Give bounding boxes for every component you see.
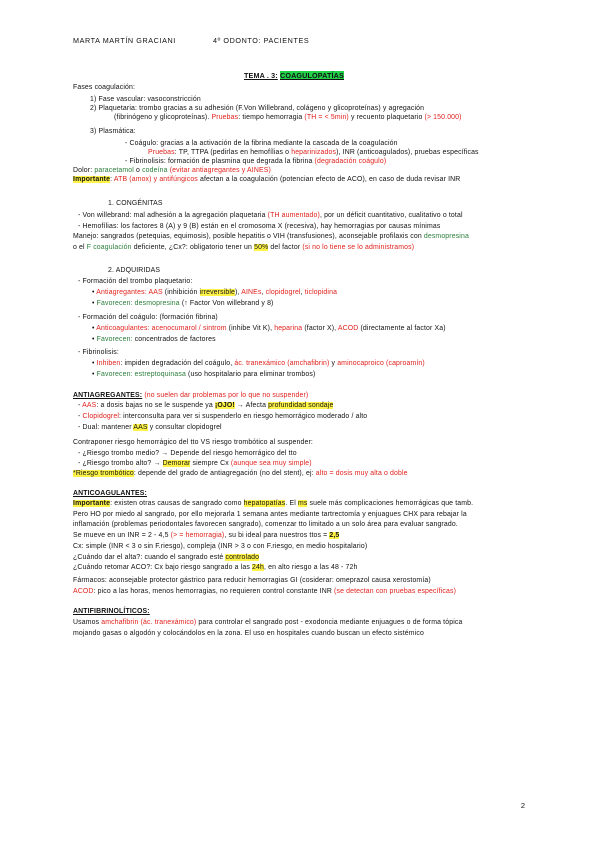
text-line	[73, 438, 313, 447]
text-run: : TP, TTPA (pedirlas en hemofílias o	[174, 149, 292, 156]
text-line	[73, 83, 135, 92]
text-run: ¿Cuándo dar el alta?: cuando el sangrado esté	[73, 554, 226, 561]
text-run: (directamente al factor Xa)	[358, 325, 446, 332]
text-run: (> 150.000)	[424, 114, 462, 121]
text-line	[73, 243, 414, 252]
text-line	[73, 469, 408, 478]
text-run: AINEs	[241, 289, 262, 296]
text-run: ,	[300, 289, 305, 296]
text-run: Pruebas	[148, 149, 175, 156]
text-run: (inhibición	[162, 289, 200, 296]
text-line	[78, 412, 367, 421]
text-run: Fármacos: aconsejable protector gástrico para reducir hemorragias GI (cosiderar: omeprazol causa xerostomía)	[73, 577, 431, 584]
text-run: y consultar clopidogrel	[147, 424, 222, 431]
text-run: Fases coagulación:	[73, 84, 136, 91]
text-line	[92, 359, 425, 368]
text-run: : pico a las horas, menos hemorragias, no requieren control constante INR	[93, 588, 335, 595]
text-run: heparina	[274, 325, 303, 332]
text-run: - Formación del trombo plaquetario:	[78, 278, 193, 285]
text-run: •	[92, 371, 97, 378]
text-run: ATB (amox) y antifúngicos	[113, 176, 198, 183]
text-run: - Fibrinolisis: formación de plasmina que degrada la fibrina	[125, 158, 315, 165]
text-line	[114, 113, 462, 122]
text-run: amchafibrin (ác. tranexámico)	[101, 619, 197, 626]
text-run: (uso hospitalario para eliminar trombos)	[185, 371, 316, 378]
text-run: clopidogrel	[265, 289, 301, 296]
text-run: codeína	[142, 167, 168, 174]
text-line	[78, 277, 192, 286]
text-run: •	[92, 300, 97, 307]
text-run: ANTICOAGULANTES:	[73, 490, 147, 497]
text-run: , en alto riesgo a las 48 - 72h	[263, 564, 358, 571]
text-run: (TH = < 5min)	[304, 114, 349, 121]
text-line	[148, 148, 479, 157]
text-line	[90, 104, 424, 113]
text-run: suele más complicaciones hemorrágicas que tamb.	[307, 500, 474, 507]
text-run: Favorecen:	[96, 336, 133, 343]
text-run: Se mueve en un INR = 2 - 4,5	[73, 532, 171, 539]
page-number: 2	[520, 801, 525, 810]
text-line	[73, 499, 473, 508]
text-run: ,	[261, 289, 266, 296]
text-run: inflamación (problemas periodontales favorecen sangrado), comenzar tto limitado a un solo área para evaluar sangrado.	[73, 521, 458, 528]
text-run: (factor X),	[302, 325, 338, 332]
text-line	[92, 288, 337, 297]
text-run: Cx: simple (INR < 3 o sin F.riesgo), compleja (INR > 3 o con F.riesgo, en medio hospitalario)	[73, 543, 368, 550]
text-line	[73, 553, 259, 562]
text-run: . El	[285, 500, 298, 507]
text-run: F coagulación	[86, 244, 132, 251]
text-run: : depende del grado de antiagregación (no del stent), ej:	[133, 470, 316, 477]
text-run: - ¿Riesgo trombo alto? →	[78, 460, 163, 467]
text-run: ms	[297, 500, 308, 507]
text-run: 2) Plaquetaria: trombo gracias a su adhesión (F.Von Willebrand, colágeno y glicoproteínas) y agregación	[90, 105, 425, 112]
text-line	[73, 166, 271, 175]
text-run: del factor	[268, 244, 303, 251]
text-line	[125, 139, 398, 148]
text-run: ANTIFIBRINOLÍTICOS:	[73, 608, 150, 615]
text-run: Importante	[73, 176, 111, 183]
text-line	[73, 587, 456, 596]
text-run: Inhiben	[96, 360, 121, 367]
text-run: (evitar antiagregantes y AINES)	[169, 167, 271, 174]
text-run: 1) Fase vascular: vasoconstricción	[90, 96, 201, 103]
text-run: desmopresina	[423, 233, 469, 240]
text-run: AAS	[133, 424, 148, 431]
text-run: - Formación del coágulo: (formación fibrina)	[78, 314, 218, 321]
text-run: (se detectan con pruebas específicas)	[334, 588, 457, 595]
text-run: paracetamol	[94, 167, 134, 174]
text-line	[78, 423, 222, 432]
text-run: para controlar el sangrado post - exodoncia mediante enjuagues o de forma tópica	[196, 619, 463, 626]
text-run: o	[133, 167, 143, 174]
text-run: *Riesgo trombótico	[73, 470, 134, 477]
text-run: : interconsulta para ver si suspenderlo en riesgo hemorrágico moderado / alto	[119, 413, 368, 420]
text-run: , su bi ideal para nuestros ttos =	[224, 532, 330, 539]
text-run: ác. tranexámico (amchafibrin)	[234, 360, 330, 367]
text-run: y recuento plaquetario	[348, 114, 425, 121]
text-run: ticlopidina	[304, 289, 338, 296]
text-run: (degradación coágulo)	[314, 158, 387, 165]
text-run: ¿Cuándo retomar ACO?: Cx bajo riesgo sangrado a las	[73, 564, 253, 571]
text-run: Importante	[73, 500, 111, 507]
text-line	[73, 510, 467, 519]
text-line	[90, 127, 136, 136]
text-line	[73, 531, 339, 540]
text-line	[78, 348, 119, 357]
text-run: Dolor:	[73, 167, 95, 174]
text-run: : impiden degradación del coágulo,	[120, 360, 235, 367]
text-run: , por un déficit cuantitativo, cualitativo o total	[319, 212, 463, 219]
text-run: hepatopatías	[243, 500, 286, 507]
text-run: concentrados de factores	[132, 336, 216, 343]
text-run: Demorar	[162, 460, 191, 467]
text-run: ANTIAGREGANTES:	[73, 392, 143, 399]
text-run: aminocaproico (caproamín)	[337, 360, 425, 367]
text-line	[73, 542, 367, 551]
text-run: irreversible	[199, 289, 236, 296]
text-run: 24h	[252, 564, 264, 571]
page-title	[244, 71, 344, 80]
text-line	[92, 299, 274, 308]
text-run: (no suelen dar problemas por lo que no suspender)	[144, 392, 309, 399]
text-run: 2. ADQUIRIDAS	[108, 267, 161, 274]
text-line	[78, 313, 218, 322]
text-line	[73, 175, 460, 184]
text-run: (aunque sea muy simple)	[230, 460, 312, 467]
text-line	[92, 335, 216, 344]
text-run: - Fibrinolisis:	[78, 349, 119, 356]
text-line	[73, 563, 358, 572]
text-run: profundidad sondaje	[268, 402, 334, 409]
text-run: (fibrinógeno y glicoproteínas).	[114, 114, 212, 121]
text-line	[92, 324, 446, 333]
text-run: Clopidogrel	[82, 413, 120, 420]
text-line	[78, 401, 333, 410]
text-run: •	[92, 360, 97, 367]
text-run: (TH aumentado)	[267, 212, 320, 219]
text-run: -	[78, 402, 83, 409]
text-run: ), INR (anticoagulados), pruebas específicas	[336, 149, 479, 156]
text-line	[73, 618, 462, 627]
text-run: Usamos	[73, 619, 102, 626]
text-line	[78, 222, 440, 231]
text-run: ¡OJO!	[214, 402, 235, 409]
text-line	[73, 629, 424, 638]
text-line	[78, 459, 312, 468]
text-run: : a dosis bajas no se le suspende ya	[96, 402, 215, 409]
text-run: - Von willebrand: mal adhesión a la agregación plaquetaria	[78, 212, 268, 219]
text-run: Anticoagulantes: acenocumarol / sintrom	[96, 325, 227, 332]
text-run: -	[78, 413, 83, 420]
text-run: - Dual: mantener	[78, 424, 134, 431]
text-run: Antiagregantes: AAS	[96, 289, 163, 296]
text-run: deficiente, ¿Cx?: obligatorio tener un	[131, 244, 255, 251]
text-run: controlado	[225, 554, 260, 561]
text-run: afectan a la coagulación (potencian efecto de ACO), en caso de duda revisar INR	[197, 176, 461, 183]
text-run: ACOD	[73, 588, 94, 595]
text-run: 2,5	[329, 532, 340, 539]
text-run: 50%	[254, 244, 269, 251]
text-line	[90, 95, 201, 104]
text-run: 3) Plasmática:	[90, 128, 136, 135]
text-run: mojando gasas o algodón y colocándolos en la zona. El uso en hospitales cuando buscan un efecto sistémico	[73, 630, 424, 637]
text-run: (↑ Factor Von willebrand y 8)	[179, 300, 274, 307]
text-run: (si no lo tiene se lo administramos)	[302, 244, 415, 251]
text-line	[108, 266, 160, 275]
text-run: Favorecen: desmopresina	[96, 300, 180, 307]
text-run: (inhibe Vit K),	[226, 325, 275, 332]
text-run: ),	[235, 289, 242, 296]
text-run: o el	[73, 244, 87, 251]
text-line	[108, 199, 163, 208]
text-run: AAS	[82, 402, 97, 409]
text-run: •	[92, 289, 97, 296]
text-line	[73, 520, 458, 529]
text-run: alto = dosis muy alta o doble	[315, 470, 408, 477]
text-run: Contraponer riesgo hemorrágico del tto VS riesgo trombótico al suspender:	[73, 439, 313, 446]
text-line	[73, 607, 150, 616]
text-run: - Hemofílias: los factores 8 (A) y 9 (B) están en el cromosoma X (recesiva), hay hemorragias por causas mínimas	[78, 223, 441, 230]
text-run: y	[329, 360, 338, 367]
text-line	[73, 489, 147, 498]
text-run: : existen otras causas de sangrado como	[110, 500, 244, 507]
author-name: MARTA MARTÍN GRACIANI	[73, 36, 176, 45]
text-line	[125, 157, 386, 166]
text-line	[92, 370, 315, 379]
text-line	[73, 391, 308, 400]
text-run: Pero HO por miedo al sangrado, por ello mejorarla 1 semana antes mediante tartrectomía y enjuagues CHX para rebajar la	[73, 511, 467, 518]
title-prefix: TEMA . 3:	[244, 71, 278, 80]
text-run: 1. CONGÉNITAS	[108, 200, 163, 207]
text-run: Pruebas	[211, 114, 239, 121]
text-line	[73, 232, 469, 241]
text-line	[78, 211, 463, 220]
text-run: ACOD	[337, 325, 359, 332]
text-run: heparinizados	[291, 149, 337, 156]
text-run: Manejo: sangrados (petequias, equimosis), posible hepatitis o VIH (transfusiones), aconsejable profilaxis con	[73, 233, 424, 240]
text-run: (> = hemorragia)	[170, 532, 225, 539]
text-run: siempre Cx	[190, 460, 231, 467]
text-run: Favorecen: estreptoquinasa	[96, 371, 186, 378]
text-line	[78, 449, 297, 458]
text-run: :	[110, 176, 114, 183]
text-run: - Coágulo: gracias a la activación de la fibrina mediante la cascada de la coagulación	[125, 140, 398, 147]
title-highlight: COAGULOPATÍAS	[279, 71, 344, 80]
text-run: : tiempo hemorragia	[238, 114, 305, 121]
text-run: - ¿Riesgo trombo medio? → Depende del riesgo hemorrágico del tto	[78, 450, 297, 457]
text-line	[73, 576, 431, 585]
text-run: •	[92, 325, 97, 332]
text-run: •	[92, 336, 97, 343]
text-run: → Afecta	[234, 402, 269, 409]
course-label: 4º ODONTO: PACIENTES	[213, 36, 310, 45]
